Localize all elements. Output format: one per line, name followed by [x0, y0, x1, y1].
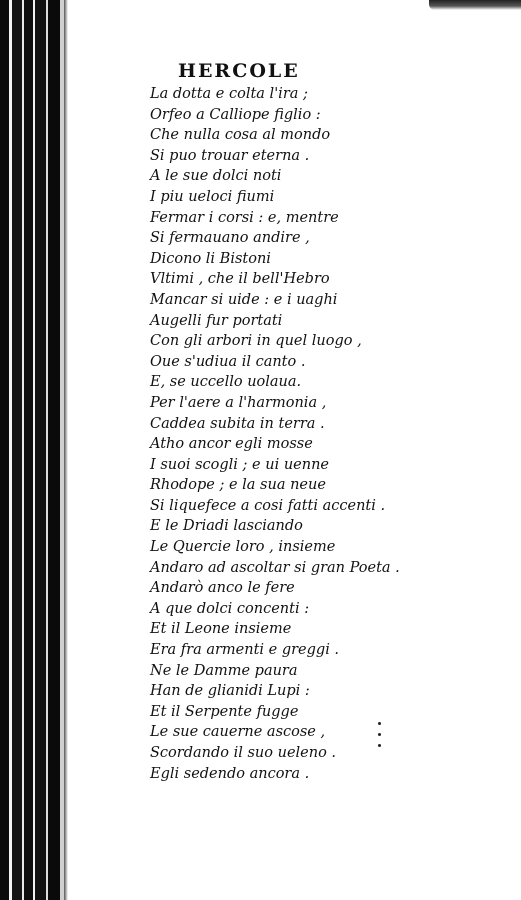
torn-corner-mark: [429, 0, 521, 10]
verse-line: Con gli arbori in quel luogo ,: [150, 333, 362, 350]
verse-line: Ne le Damme paura: [150, 662, 298, 679]
verse-line: La dotta e colta l'ira ;: [150, 86, 308, 102]
verse-line: A le sue dolci noti: [150, 168, 282, 185]
verse-line: A que dolci concenti :: [150, 600, 310, 617]
ink-speck: [378, 722, 381, 725]
verse-line: I piu ueloci fiumi: [150, 188, 275, 205]
verse-line: Per l'aere a l'harmonia ,: [150, 394, 327, 411]
verse-line: E le Driadi lasciando: [150, 518, 303, 535]
verse-line: Le sue cauerne ascose ,: [150, 724, 326, 741]
verse-line: Han de glianidi Lupi :: [150, 683, 310, 700]
verse-line: Dicono li Bistoni: [150, 250, 271, 267]
verse-line: Era fra armenti e greggi .: [150, 642, 340, 659]
page-gutter-edge: [64, 0, 68, 900]
verse-line: Le Quercie loro , insieme: [150, 539, 336, 556]
verse-line: Scordando il suo ueleno .: [150, 745, 337, 761]
verse-line: Mancar si uide : e i uaghi: [150, 291, 338, 308]
verse-line: Caddea subita in terra .: [150, 415, 325, 432]
verse-line: Si liquefece a cosi fatti accenti .: [150, 497, 386, 514]
verse-line: I suoi scogli ; e ui uenne: [150, 456, 329, 473]
verse-line: Augelli fur portati: [150, 312, 283, 329]
verse-line: Si fermauano andire ,: [150, 230, 310, 247]
verse-line: Rhodope ; e la sua neue: [150, 477, 326, 494]
verse-line: Si puo trouar eterna .: [150, 147, 310, 164]
verse-line: Et il Leone insieme: [150, 621, 292, 638]
running-head: HERCOLE: [178, 60, 300, 82]
ink-specks: [378, 722, 388, 762]
verse-line: Et il Serpente fugge: [150, 703, 299, 720]
verse-line: E, se uccello uolaua.: [150, 374, 302, 391]
verse-line: Vltimi , che il bell'Hebro: [150, 271, 330, 288]
verse-line: Egli sedendo ancora .: [150, 765, 310, 782]
verse-line: Oue s'udiua il canto .: [150, 353, 306, 370]
verse-line: Atho ancor egli mosse: [150, 436, 313, 453]
verse-lines: [150, 84, 510, 784]
verse-line: Che nulla cosa al mondo: [150, 127, 331, 144]
verse-line: Orfeo a Calliope figlio :: [150, 106, 321, 123]
verse-line: Fermar i corsi : e, mentre: [150, 209, 339, 226]
ink-speck: [378, 744, 381, 747]
verse-line: Andarò anco le fere: [150, 580, 295, 597]
book-spine-binding: [0, 0, 64, 900]
ink-speck: [378, 733, 381, 736]
verse-line: Andaro ad ascoltar si gran Poeta .: [150, 559, 400, 576]
